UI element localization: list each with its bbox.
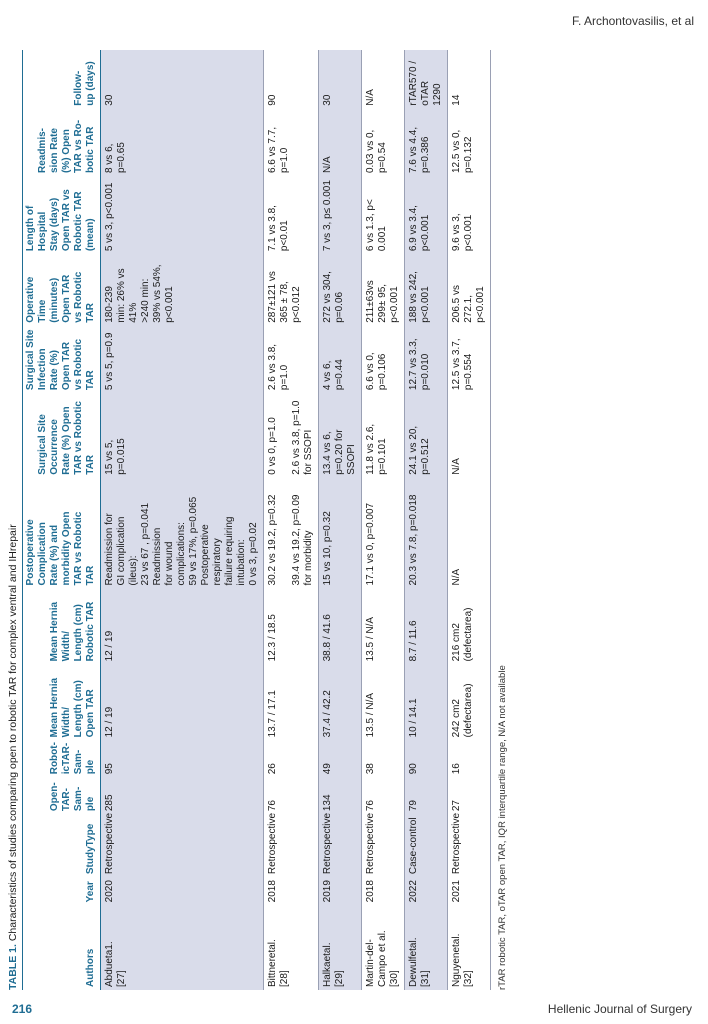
table-cell: 38.8 / 41.6: [319, 588, 362, 664]
table-cell: 38: [362, 740, 405, 777]
table-cell: 79: [405, 777, 448, 814]
table-body: [101, 50, 491, 990]
table-row: [405, 50, 448, 990]
table-cell: 9.6 vs 3, p<0.001: [448, 176, 491, 254]
table-cell: 11.8 vs 2.6, p=0.101: [362, 393, 405, 478]
table-cell: 211±63vs 299± 95, p<0.001: [362, 254, 405, 326]
column-header: Postoperative Complication Rate (%) and morbidity Open TAR vs Robotic TAR: [23, 478, 101, 589]
table-cell: Retrospective: [101, 814, 264, 877]
table-cell: 12.7 vs 3.3, p=0.010: [405, 326, 448, 393]
table-cell: 287±121 vs 365 ± 78, p<0.012: [264, 254, 319, 326]
table-cell: 8 vs 6, p=0.65: [101, 109, 264, 176]
studies-table: [22, 50, 491, 990]
table-cell: 2022: [405, 877, 448, 905]
table-cell: 95: [101, 740, 264, 777]
table-cell: 12.5 vs 3.7, p=0.554: [448, 326, 491, 393]
table-cell: 27: [448, 777, 491, 814]
table-cell: Readmission for GI complication (ileus): 23 vs 67 , p=0.041 Readmission for wound complications: 59 vs 17%, p=0.065 Postoperative respiratory failure requiring intubation: 0 vs 3, p=0.02: [101, 478, 264, 589]
table-cell: 6.6 vs 7.7, p=1.0: [264, 109, 319, 176]
table-cell: 7.1 vs 3.8, p<0.01: [264, 176, 319, 254]
column-header: Mean Hernia Width/ Length (cm) Robotic TAR: [23, 588, 101, 664]
table-cell: 2019: [319, 877, 362, 905]
table-cell: 30.2 vs 19.2, p=0.32 39.4 vs 19.2, p=0.09 for morbidity: [264, 478, 319, 589]
table-header-row: [23, 50, 101, 990]
table-cell: 14: [448, 50, 491, 109]
table-cell: 30: [319, 50, 362, 109]
column-header: Surgical Site Occurrence Rate (%) Open TAR vs Robotic TAR: [23, 393, 101, 478]
table-cell: Retrospective: [362, 814, 405, 877]
column-header: Operative Time (minutes) Open TAR vs Robotic TAR: [23, 254, 101, 326]
table-cell: 216 cm2 (defectarea): [448, 588, 491, 664]
table-footnote: rTAR robotic TAR, oTAR open TAR, IQR interquartile range, N/A not available: [497, 665, 508, 990]
table-caption-text: Characteristics of studies comparing open to robotic TAR for complex ventral and IHrepair: [7, 524, 19, 945]
table-cell: Nguyenetal. [32]: [448, 905, 491, 990]
table-cell: Bittneretal. [28]: [264, 905, 319, 990]
table-cell: 206.5 vs 272.1, p<0.001: [448, 254, 491, 326]
table-cell: 4 vs 6, p=0.44: [319, 326, 362, 393]
table-cell: 2018: [362, 877, 405, 905]
column-header: Readmis- sion Rate (%) Open TAR vs Ro- botic TAR: [23, 109, 101, 176]
table-row: [448, 50, 491, 990]
running-head: F. Archontovasilis, et al: [571, 14, 694, 28]
column-header: Mean Hernia Width/ Length (cm) Open TAR: [23, 664, 101, 740]
table-cell: 90: [405, 740, 448, 777]
column-header: Follow- up (days): [23, 50, 101, 109]
table-cell: rTAR570 / oTAR 1290: [405, 50, 448, 109]
table-cell: 13.4 vs 6, p=0.20 for SSOPI: [319, 393, 362, 478]
table-cell: 8.7 / 11.6: [405, 588, 448, 664]
table-row: [101, 50, 264, 990]
table-caption: [6, 50, 22, 990]
table-cell: 7.6 vs 4.4, p=0.386: [405, 109, 448, 176]
table-row: [362, 50, 405, 990]
table-cell: 13.7 / 17.1: [264, 664, 319, 740]
table-cell: 2018: [264, 877, 319, 905]
table-cell: Dewulfetal. [31]: [405, 905, 448, 990]
page-number: 216: [12, 1002, 33, 1016]
table-cell: 37.4 / 42.2: [319, 664, 362, 740]
table-cell: 24.1 vs 20, p=0.512: [405, 393, 448, 478]
table-cell: 10 / 14.1: [405, 664, 448, 740]
table-cell: 76: [362, 777, 405, 814]
table-cell: 2.6 vs 3.8, p=1.0: [264, 326, 319, 393]
journal-name: Hellenic Journal of Surgery: [547, 1002, 692, 1016]
table-cell: 285: [101, 777, 264, 814]
table-cell: 26: [264, 740, 319, 777]
table-cell: 30: [101, 50, 264, 109]
column-header: Year: [23, 877, 101, 905]
table-cell: N/A: [319, 109, 362, 176]
table-cell: 13.5 / N/A: [362, 588, 405, 664]
table-cell: 7 vs 3, p≤ 0.001: [319, 176, 362, 254]
table-cell: 12.3 / 18.5: [264, 588, 319, 664]
table-cell: 5 vs 3, p<0.001: [101, 176, 264, 254]
column-header: Open- TAR- Sam- ple: [23, 777, 101, 814]
table-cell: 2020: [101, 877, 264, 905]
table-cell: 242 cm2 (defectarea): [448, 664, 491, 740]
rotated-table-block: [6, 50, 686, 990]
column-header: StudyType: [23, 814, 101, 877]
column-header: Length of Hospital Stay (days) Open TAR vs Robotic TAR (mean): [23, 176, 101, 254]
table-cell: 15 vs 5, p=0.015: [101, 393, 264, 478]
table-cell: 6.9 vs 3.4, p<0.001: [405, 176, 448, 254]
table-cell: 0 vs 0, p=1.0 2.6 vs 3.8, p=1.0 for SSOPI: [264, 393, 319, 478]
table-cell: Retrospective: [319, 814, 362, 877]
table-cell: 17.1 vs 0, p=0.007: [362, 478, 405, 589]
table-cell: Martin-del- Campo et al. [30]: [362, 905, 405, 990]
table-cell: 12.5 vs 0, p=0.132: [448, 109, 491, 176]
table-cell: 134: [319, 777, 362, 814]
table-cell: Case-control: [405, 814, 448, 877]
table-cell: 13.5 / N/A: [362, 664, 405, 740]
table-cell: Halkaetal. [29]: [319, 905, 362, 990]
table-cell: 272 vs 304, p=0.06: [319, 254, 362, 326]
table-cell: N/A: [448, 393, 491, 478]
table-cell: 6.6 vs 0, p=0.106: [362, 326, 405, 393]
table-cell: 0.03 vs 0, p=0.54: [362, 109, 405, 176]
table-cell: 76: [264, 777, 319, 814]
table-cell: 12 / 19: [101, 588, 264, 664]
column-header: Robot- icTAR- Sam- ple: [23, 740, 101, 777]
table-cell: N/A: [362, 50, 405, 109]
column-header: Surgical Site Infection Rate (%) Open TAR vs Robotic TAR: [23, 326, 101, 393]
table-cell: N/A: [448, 478, 491, 589]
table-cell: 5 vs 5, p=0.9: [101, 326, 264, 393]
table-cell: Retrospective: [448, 814, 491, 877]
table-cell: 49: [319, 740, 362, 777]
table-cell: 188 vs 242, p<0.001: [405, 254, 448, 326]
table-label: TABLE 1.: [7, 944, 19, 990]
table-cell: 20.3 vs 7.8, p=0.018: [405, 478, 448, 589]
table-cell: Retrospective: [264, 814, 319, 877]
table-cell: Abdueta1. [27]: [101, 905, 264, 990]
table-cell: 16: [448, 740, 491, 777]
table-cell: 90: [264, 50, 319, 109]
table-cell: 2021: [448, 877, 491, 905]
table-cell: 12 / 19: [101, 664, 264, 740]
table-row: [319, 50, 362, 990]
column-header: Authors: [23, 905, 101, 990]
table-cell: 15 vs 10, p=0.32: [319, 478, 362, 589]
table-cell: 180-239 min: 26% vs 41% >240 min: 39% vs 54%, p<0.001: [101, 254, 264, 326]
table-cell: 6 vs 1.3, p< 0.001: [362, 176, 405, 254]
table-row: [264, 50, 319, 990]
